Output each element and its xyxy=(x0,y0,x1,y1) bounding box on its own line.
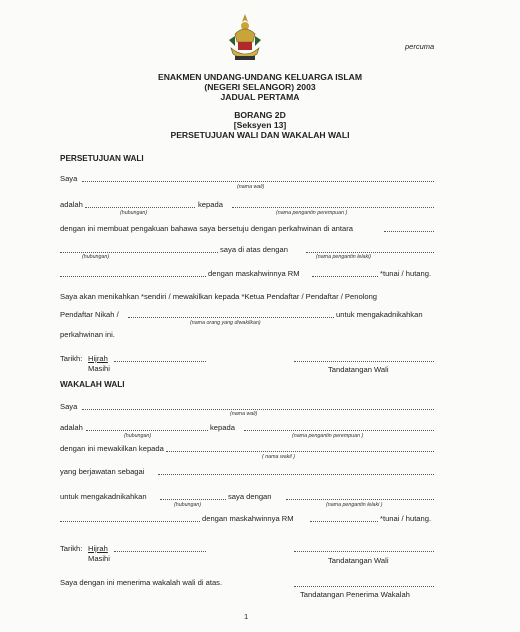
hijrah-label: Hijrah xyxy=(88,354,108,363)
tarikh-label: Tarikh: xyxy=(60,354,83,363)
caption-nama-lelaki: (nama pengantin lelaki) xyxy=(316,254,372,260)
hubungan2-field[interactable] xyxy=(60,252,218,253)
wakalah-caption-nama-wali: (nama wali) xyxy=(230,411,258,417)
pengakuan-field[interactable] xyxy=(384,231,434,232)
wakalah-maskahwin-label: dengan maskahwinnya RM xyxy=(202,514,294,523)
wakalah-caption-nama-perempuan: (nama pengantin perempuan ) xyxy=(292,433,364,439)
caption-nama-wali: (nama wali) xyxy=(237,184,265,190)
maskahwin-amount-field[interactable] xyxy=(312,276,378,277)
wakalah-tunai-hutang-text: *tunai / hutang. xyxy=(380,514,432,523)
hubungan-field[interactable] xyxy=(85,207,195,208)
wakalah-untuk-text: untuk mengakadnikahkan xyxy=(60,492,147,501)
caption-nama-wakil: ( nama wakil ) xyxy=(262,454,295,460)
tarikh-hijrah-field[interactable] xyxy=(114,361,206,362)
tandatangan-wali-label: Tandatangan Wali xyxy=(328,365,389,374)
wakalah-masihi-label: Masihi xyxy=(88,554,110,563)
wakalah-wali-name-field[interactable] xyxy=(82,409,434,410)
wakalah-kepada-label: kepada xyxy=(210,423,235,432)
wakil-name-field[interactable] xyxy=(128,317,334,318)
saya-dengan-text: saya dengan xyxy=(228,492,272,501)
wakalah-hubungan-field[interactable] xyxy=(86,430,208,431)
maskahwin-label: dengan maskahwinnya RM xyxy=(208,269,300,278)
tunai-hutang-text: *tunai / hutang. xyxy=(380,269,432,278)
wakalah-groom-name-field[interactable] xyxy=(286,499,434,500)
saya-di-atas-text: saya di atas dengan xyxy=(220,245,288,254)
saya-label: Saya xyxy=(60,174,78,183)
adalah-label: adalah xyxy=(60,200,83,209)
wakalah-wali-signature-field[interactable] xyxy=(294,551,434,552)
wakalah-bride-name-field[interactable] xyxy=(244,430,434,431)
wakalah-hubungan2-field[interactable] xyxy=(160,499,226,500)
section-heading-wakalah: WAKALAH WALI xyxy=(60,380,125,389)
berjawatan-text: yang berjawatan sebagai xyxy=(60,467,145,476)
tandatangan-penerima-label: Tandatangan Penerima Wakalah xyxy=(300,590,410,599)
wakalah-caption-hubungan: (hubungan) xyxy=(124,433,152,439)
jawatan-field[interactable] xyxy=(158,474,434,475)
percuma-label: percuma xyxy=(405,42,435,51)
section-heading-persetujuan: PERSETUJUAN WALI xyxy=(60,154,144,163)
caption-hubungan: (hubungan) xyxy=(120,210,148,216)
wakalah-saya-label: Saya xyxy=(60,402,78,411)
maskahwin-words-field[interactable] xyxy=(60,276,206,277)
wakalah-maskahwin-words-field[interactable] xyxy=(60,521,200,522)
form-title: PERSETUJUAN WALI DAN WAKALAH WALI xyxy=(170,130,350,140)
wakalah-caption-nama-lelaki: (nama pengantin lelaki ) xyxy=(326,502,383,508)
form-code: BORANG 2D xyxy=(234,110,286,120)
wakalah-tarikh-hijrah-field[interactable] xyxy=(114,551,206,552)
act-title-line1: ENAKMEN UNDANG-UNDANG KELUARGA ISLAM xyxy=(157,72,362,82)
act-title-line2: (NEGERI SELANGOR) 2003 xyxy=(204,82,316,92)
kepada-label: kepada xyxy=(198,200,223,209)
perkahwinan-text: perkahwinan ini. xyxy=(60,330,115,339)
wakalah-tandatangan-wali-label: Tandatangan Wali xyxy=(328,556,389,565)
caption-nama-orang: (nama orang yang diwakilkan) xyxy=(190,320,261,326)
mewakilkan-text: dengan ini mewakilkan kepada xyxy=(60,444,164,453)
bride-name-field[interactable] xyxy=(232,207,434,208)
groom-name-field[interactable] xyxy=(306,252,434,253)
wakalah-tarikh-label: Tarikh: xyxy=(60,544,83,553)
caption-nama-perempuan: (nama pengantin perempuan ) xyxy=(276,210,348,216)
wakalah-maskahwin-amount-field[interactable] xyxy=(310,521,378,522)
wakil-name-field-2[interactable] xyxy=(166,451,434,452)
masihi-label: Masihi xyxy=(88,364,110,373)
menerima-wakalah-text: Saya dengan ini menerima wakalah wali di atas. xyxy=(60,578,223,587)
untuk-akadnikah-text: untuk mengakadnikahkan xyxy=(336,310,423,319)
page-number: 1 xyxy=(244,612,249,621)
wakalah-adalah-label: adalah xyxy=(60,423,83,432)
wakalah-caption-hubungan2: (hubungan) xyxy=(174,502,202,508)
wali-signature-field[interactable] xyxy=(294,361,434,362)
selangor-crest-icon xyxy=(227,12,263,64)
wali-name-field[interactable] xyxy=(82,181,434,182)
penerima-signature-field[interactable] xyxy=(294,586,434,587)
wakalah-hijrah-label: Hijrah xyxy=(88,544,108,553)
pendaftar-nikah-text: Pendaftar Nikah / xyxy=(60,310,119,319)
caption-hubungan2: (hubungan) xyxy=(82,254,110,260)
menikahkan-text: Saya akan menikahkan *sendiri / mewakilkan kepada *Ketua Pendaftar / Pendaftar / Penolong xyxy=(60,292,378,301)
act-title-line3: JADUAL PERTAMA xyxy=(220,92,300,102)
pengakuan-text: dengan ini membuat pengakuan bahawa saya bersetuju dengan perkahwinan di antara xyxy=(60,224,353,233)
form-section: [Seksyen 13] xyxy=(233,120,287,130)
